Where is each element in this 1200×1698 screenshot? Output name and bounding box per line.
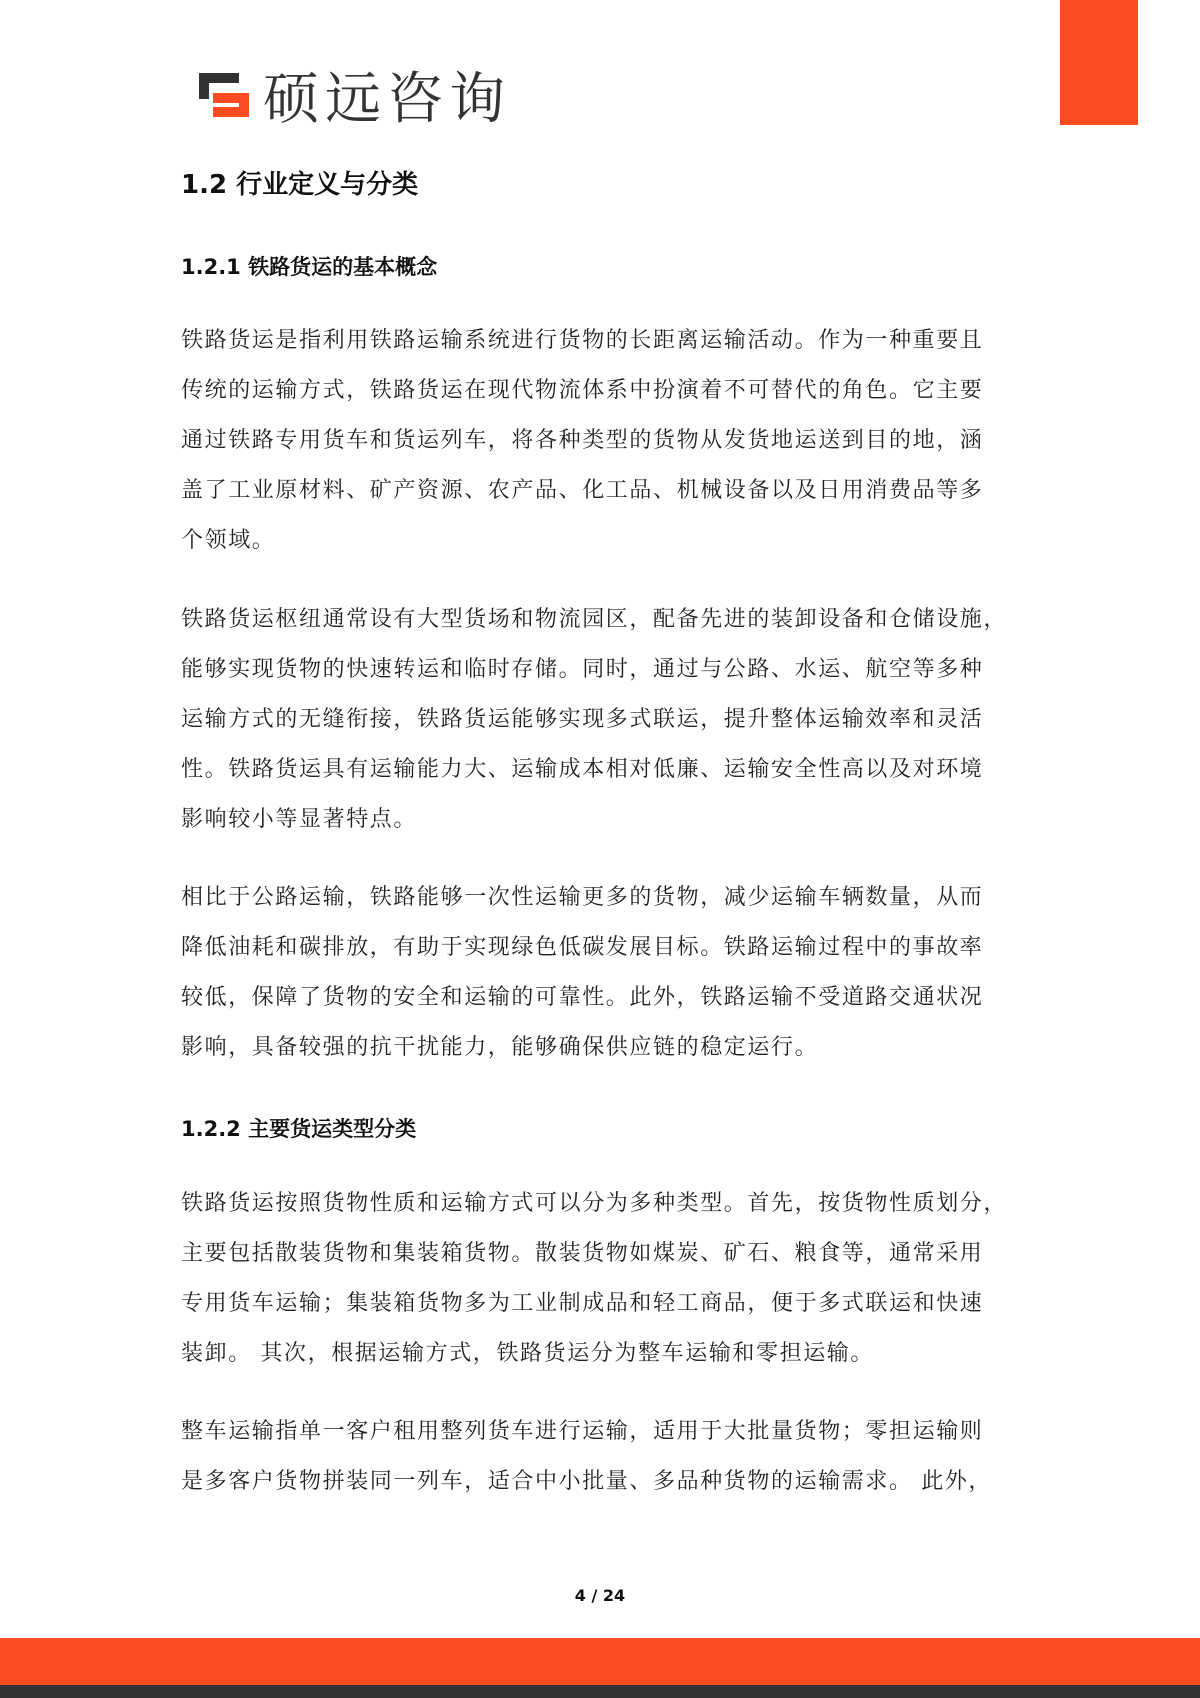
text-line: 个领域。 (181, 528, 276, 553)
brand-logo (195, 62, 511, 132)
subsection-heading-1: 1.2.1 铁路货运的基本概念 (181, 255, 438, 279)
text-line: 是多客户货物拼装同一列车，适合中小批量、多品种货物的运输需求。 此外， (181, 1469, 992, 1494)
text-line: 传统的运输方式，铁路货运在现代物流体系中扮演着不可替代的角色。它主要 (181, 378, 984, 403)
text-line: 通过铁路专用货车和货运列车，将各种类型的货物从发货地运送到目的地，涵 (181, 428, 984, 453)
text-line: 性。铁路货运具有运输能力大、运输成本相对低廉、运输安全性高以及对环境 (181, 757, 984, 782)
text-line: 装卸。 其次，根据运输方式，铁路货运分为整车运输和零担运输。 (181, 1341, 874, 1366)
footer-dark-band (0, 1685, 1200, 1698)
brand-name: 硕远咨询 (263, 67, 511, 132)
subsection-heading-2: 1.2.2 主要货运类型分类 (181, 1117, 417, 1141)
section-heading: 1.2 行业定义与分类 (181, 170, 419, 200)
paragraph-2 (181, 595, 1041, 845)
text-line: 主要包括散装货物和集装箱货物。散装货物如煤炭、矿石、粮食等，通常采用 (181, 1241, 984, 1266)
text-line: 降低油耗和碳排放，有助于实现绿色低碳发展目标。铁路运输过程中的事故率 (181, 935, 984, 960)
text-line: 专用货车运输；集装箱货物多为工业制成品和轻工商品，便于多式联运和快速 (181, 1291, 984, 1316)
text-line: 相比于公路运输，铁路能够一次性运输更多的货物，减少运输车辆数量，从而 (181, 885, 984, 910)
brand-logo-icon (195, 67, 253, 123)
footer-accent-band (0, 1638, 1200, 1685)
page-number: 4 / 24 (574, 1586, 626, 1605)
text-line: 盖了工业原材料、矿产资源、农产品、化工品、机械设备以及日用消费品等多 (181, 478, 984, 503)
paragraph-3 (181, 873, 1041, 1073)
paragraph-4 (181, 1179, 1041, 1379)
paragraph-5 (181, 1407, 1041, 1507)
paragraph-1 (181, 316, 1041, 566)
text-line: 影响，具备较强的抗干扰能力，能够确保供应链的稳定运行。 (181, 1035, 819, 1060)
text-line: 铁路货运是指利用铁路运输系统进行货物的长距离运输活动。作为一种重要且 (181, 328, 984, 353)
text-line: 较低，保障了货物的安全和运输的可靠性。此外，铁路运输不受道路交通状况 (181, 985, 984, 1010)
text-line: 铁路货运枢纽通常设有大型货场和物流园区，配备先进的装卸设备和仓储设施， (181, 607, 1008, 632)
text-line: 运输方式的无缝衔接，铁路货运能够实现多式联运，提升整体运输效率和灵活 (181, 707, 984, 732)
text-line: 影响较小等显著特点。 (181, 807, 418, 832)
corner-accent-block (1060, 0, 1138, 125)
text-line: 能够实现货物的快速转运和临时存储。同时，通过与公路、水运、航空等多种 (181, 657, 984, 682)
text-line: 铁路货运按照货物性质和运输方式可以分为多种类型。首先，按货物性质划分， (181, 1191, 1008, 1216)
text-line: 整车运输指单一客户租用整列货车进行运输，适用于大批量货物；零担运输则 (181, 1419, 984, 1444)
